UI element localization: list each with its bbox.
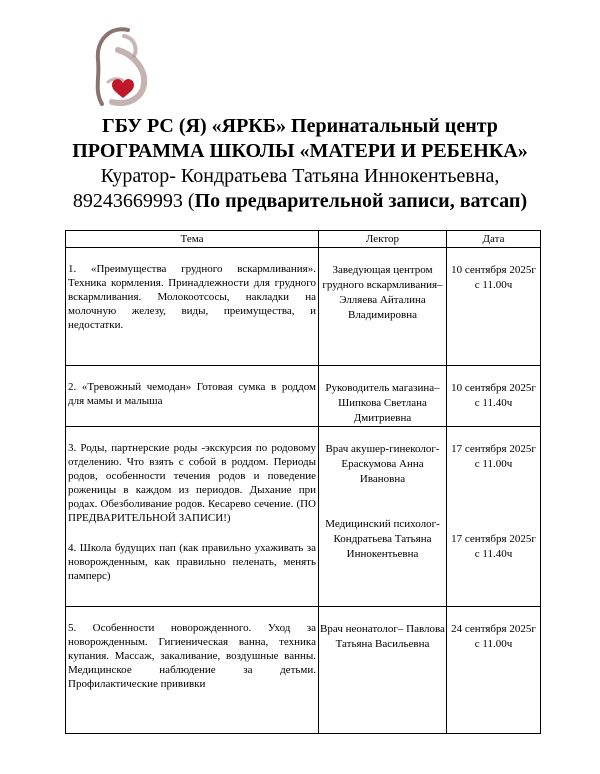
topic-text: 4. Школа будущих пап (как правильно ухаживать за новорожденным, как правильно пеленать, менять памперс): [68, 542, 316, 582]
lecturer-text: Медицинский психолог-Кондратьева Татьяна Иннокентьевна: [325, 518, 440, 560]
session-date: 24 сентября 2025г: [451, 623, 536, 635]
lecturer-cell: Руководитель магазина– Шипкова Светлана Дмитриевна: [319, 366, 447, 427]
lecturer-cell: Заведующая центром грудного вскармливания– Элляева Айталина Владимировна: [319, 248, 447, 366]
table-row: [66, 607, 541, 734]
phone-number: 89243669993 (: [72, 190, 195, 212]
lecturer-text: Врач акушер-гинеколог- Ераскумова Анна Ивановна: [325, 443, 440, 485]
session-date: 17 сентября 2025г: [451, 533, 536, 545]
column-header-date: Дата: [447, 231, 541, 248]
lecturer-cell: Врач неонатолог– Павлова Татьяна Васильевна: [319, 607, 447, 734]
date-cell: [447, 248, 541, 366]
topic-cell: 5. Особенности новорожденного. Уход за новорожденным. Гигиеническая ванна, техника купания. Массаж, закаливание, воздушные ванны. Медицинское наблюдение за детьми. Профилактические прививки: [66, 607, 319, 734]
spacer: [68, 525, 316, 541]
column-header-topic: Тема: [66, 231, 319, 248]
organization-title: ГБУ РС (Я) «ЯРКБ» Перинатальный центр: [102, 115, 498, 137]
session-time: с 11.40ч: [474, 548, 513, 560]
program-title: ПРОГРАММА ШКОЛЫ «МАТЕРИ И РЕБЕНКА»: [72, 140, 528, 162]
topic-cell: 1. «Преимущества грудного вскармливания». Техника кормления. Принадлежности для грудного вскармливания. Молокоотсосы, накладки на молочную железу, виды, преимущества, и недостатки.: [66, 248, 319, 366]
spacer: [320, 487, 445, 517]
table-header-row: [66, 231, 541, 248]
document-header: [0, 114, 600, 214]
column-header-lecturer: Лектор: [319, 231, 447, 248]
session-date: 17 сентября 2025г: [451, 443, 536, 455]
topic-text: 3. Роды, партнерские роды -экскурсия по родовому отделению. Что взять с собой в роддом. Периоды родов, особенности течения родов и поведение роженицы в каждом из периодов. Дыхание при родах. Обезболивание родов. Кесарево сечение. (ПО ПРЕДВАРИТЕЛЬНОЙ ЗАПИСИ!): [68, 442, 316, 524]
logo-graphic: [88, 24, 158, 108]
date-cell: [447, 366, 541, 427]
table-row: [66, 427, 541, 607]
session-time: с 11.00ч: [474, 638, 513, 650]
table-row: [66, 366, 541, 427]
table-row: [66, 248, 541, 366]
schedule-table: [65, 230, 541, 734]
pregnant-mother-heart-logo: [88, 24, 158, 108]
date-cell: [447, 427, 541, 607]
topic-cell: 2. «Тревожный чемодан» Готовая сумка в роддом для мамы и малыша: [66, 366, 319, 427]
curator-line: Куратор- Кондратьева Татьяна Иннокентьевна,: [100, 165, 500, 187]
session-time: с 11.00ч: [474, 458, 513, 470]
session-time: с 11.00ч: [474, 279, 513, 291]
session-time: с 11.40ч: [474, 397, 513, 409]
lecturer-cell: [319, 427, 447, 607]
topic-cell: [66, 427, 319, 607]
date-cell: [447, 607, 541, 734]
contact-line: [0, 189, 600, 214]
registration-note: По предварительной записи, ватсап): [194, 190, 528, 212]
session-date: 10 сентября 2025г: [451, 382, 536, 394]
session-date: 10 сентября 2025г: [451, 264, 536, 276]
spacer: [447, 472, 540, 532]
